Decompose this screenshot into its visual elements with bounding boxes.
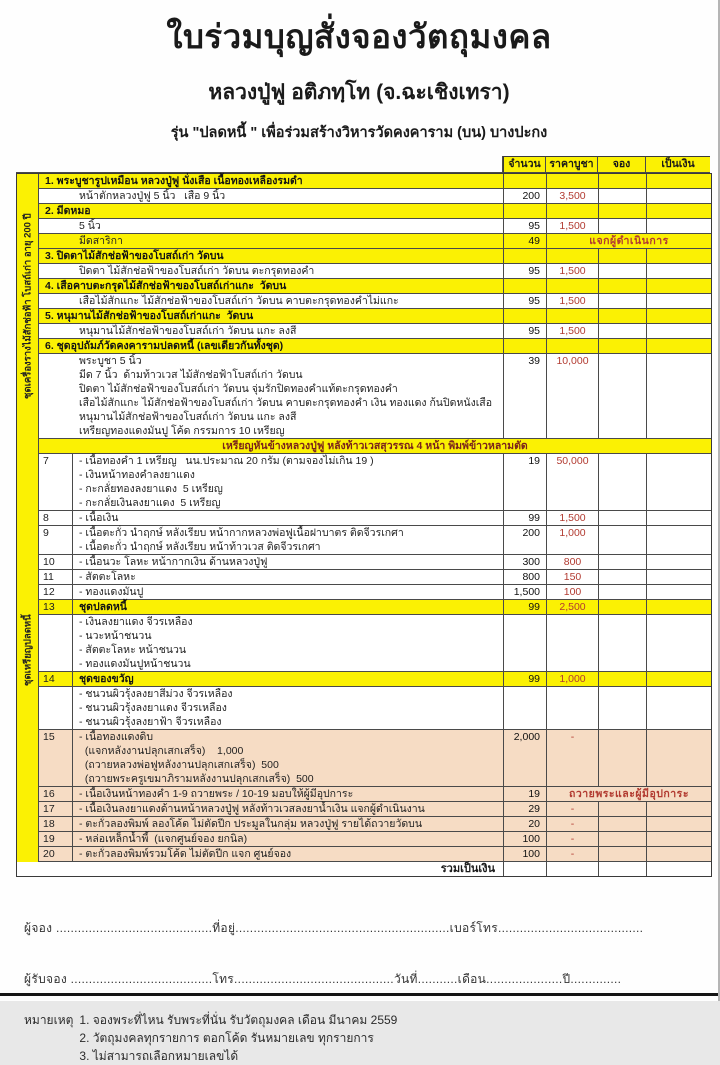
amount-cell	[647, 249, 711, 264]
quantity-cell	[504, 615, 547, 672]
quantity-cell	[504, 309, 547, 324]
note-item: 1. จองพระที่ไหน รับพระที่นั่น รับวัตถุมงคล เดือน มีนาคม 2559	[79, 1013, 398, 1027]
description-line: เหรียญทองแดงมันปู โค้ด กรรมการ 10 เหรียญ	[79, 425, 285, 437]
reserve-cell	[599, 204, 647, 219]
item-description	[73, 730, 504, 787]
description-line: 1. พระบูชารูปเหมือน หลวงปู่ฟู นั่งเสือ เนื้อทองเหลืองรมดำ	[45, 175, 303, 187]
description-line: - เนื้อตะกั่ว นำฤกษ์ หลังเรียบ หน้ากากหลวงพ่อฟูเนื้อฝาบาตร ติดจีวรเกศา	[79, 527, 404, 539]
table-row	[17, 511, 711, 526]
quantity-cell: 100	[504, 832, 547, 847]
reserve-cell	[599, 454, 647, 511]
quantity-cell	[504, 174, 547, 189]
item-number: 14	[39, 672, 73, 687]
quantity-cell: 19	[504, 454, 547, 511]
description-line: - เนื้อทองแดงดิบ	[79, 731, 154, 743]
quantity-cell: 95	[504, 294, 547, 309]
amount-cell	[647, 324, 711, 339]
quantity-cell: 200	[504, 526, 547, 555]
quantity-cell	[504, 862, 547, 876]
item-description	[39, 294, 504, 309]
monk-name-subtitle: หลวงปู่ฟู อติภทฺโท (จ.ฉะเชิงเทรา)	[208, 81, 510, 104]
strip-cell	[17, 570, 39, 585]
order-table-body	[16, 173, 712, 877]
table-row	[17, 249, 711, 264]
reserve-cell	[599, 862, 647, 876]
amount-cell	[647, 600, 711, 615]
price-cell	[547, 687, 599, 730]
item-description	[39, 234, 504, 249]
table-row	[17, 354, 711, 439]
item-description	[39, 279, 504, 294]
section-banner: เหรียญหันข้างหลวงปู่ฟู หลังท้าวเวสสุวรรณ 4 หน้า พิมพ์ข้าวหลามตัด	[39, 439, 711, 454]
table-row	[17, 802, 711, 817]
header-price: ราคาบูชา	[546, 156, 598, 173]
item-description	[39, 264, 504, 279]
table-row	[17, 787, 711, 802]
table-row	[17, 832, 711, 847]
item-description	[73, 847, 504, 862]
price-cell	[547, 204, 599, 219]
item-description	[39, 309, 504, 324]
price-cell: 1,500	[547, 219, 599, 234]
item-description	[39, 204, 504, 219]
description-line: - เนื้อตะกั่ว นำฤกษ์ หลังเรียบ หน้าท้าวเวส ติดจีวรเกศา	[79, 541, 321, 553]
reserve-cell	[599, 324, 647, 339]
amount-cell	[647, 511, 711, 526]
amount-cell	[647, 832, 711, 847]
description-line: 5. หนุมานไม้สักช่อฟ้าของโบสถ์เก่าแกะ วัดบน	[45, 310, 254, 322]
amount-cell	[647, 264, 711, 279]
amount-cell	[647, 585, 711, 600]
item-number: 13	[39, 600, 73, 615]
header-reserve: จอง	[598, 156, 646, 173]
description-line: - เนื้อเงิน	[79, 512, 119, 524]
description-line: มีดสาริกา	[79, 235, 123, 247]
strip-cell	[17, 615, 39, 672]
amount-cell	[647, 570, 711, 585]
strip-cell	[17, 555, 39, 570]
amount-cell	[647, 555, 711, 570]
edition-line: รุ่น "ปลดหนี้ " เพื่อร่วมสร้างวิหารวัดคงคาราม (บน) บางปะกง	[170, 125, 548, 141]
strip-b-label: ชุดเหรียญปลดหนี้	[22, 614, 34, 687]
item-description	[39, 324, 504, 339]
price-cell: 100	[547, 585, 599, 600]
receiver-signature-line: ผู้รับจอง .......................................โทร............................................วันที่...........เดือน.....................ปี..............	[24, 972, 622, 986]
description-line: เสือไม้สักแกะ ไม้สักช่อฟ้าของโบสถ์เก่า วัดบน คาบตะกรุดทองคำไม่แกะ	[79, 295, 399, 307]
strip-cell	[17, 454, 39, 511]
price-cell: 800	[547, 555, 599, 570]
strip-cell	[17, 730, 39, 787]
price-cell	[547, 862, 599, 876]
strip-cell	[17, 189, 39, 204]
item-number: 19	[39, 832, 73, 847]
quantity-cell	[504, 249, 547, 264]
strip-cell	[17, 687, 39, 730]
quantity-cell: 2,000	[504, 730, 547, 787]
item-description	[73, 570, 504, 585]
description-line: ชุดปลดหนี้	[79, 601, 127, 613]
strip-cell	[17, 294, 39, 309]
reserve-cell	[599, 687, 647, 730]
description-line: - ตะกั่วลองพิมพ์ ลองโค้ด ไม่ตัดปีก ประมูลในกลุ่ม หลวงปู่ฟู รายได้ถวายวัดบน	[79, 818, 422, 830]
reserve-cell	[599, 847, 647, 862]
item-number: 15	[39, 730, 73, 787]
strip-cell	[17, 439, 39, 454]
price-cell: -	[547, 832, 599, 847]
item-description	[39, 354, 504, 439]
description-line: - เงินหน้าทองคำลงยาแดง	[79, 469, 195, 481]
quantity-cell: 95	[504, 264, 547, 279]
quantity-cell: 100	[504, 847, 547, 862]
description-line: - กะกลั่ยทองลงยาแดง 5 เหรียญ	[79, 483, 223, 495]
description-line: 5 นิ้ว	[79, 220, 101, 232]
strip-cell	[17, 279, 39, 294]
amount-cell	[647, 817, 711, 832]
item-description	[39, 219, 504, 234]
table-row	[17, 555, 711, 570]
quantity-cell: 29	[504, 802, 547, 817]
price-cell	[547, 279, 599, 294]
total-label: รวมเป็นเงิน	[17, 862, 504, 876]
item-description	[73, 687, 504, 730]
description-line: - เนื้อทองคำ 1 เหรียญ นน.ประมาณ 20 กรัม (ตามจองไม่เกิน 19 )	[79, 455, 374, 467]
item-number: 12	[39, 585, 73, 600]
item-description	[39, 339, 504, 354]
amount-cell	[647, 802, 711, 817]
item-description	[73, 454, 504, 511]
table-row	[17, 279, 711, 294]
table-row	[17, 570, 711, 585]
description-line: - ตะกั่วลองพิมพ์รวมโค้ด ไม่ตัดปีก แจก ศูนย์จอง	[79, 848, 292, 860]
table-row	[17, 204, 711, 219]
item-description	[73, 585, 504, 600]
table-row	[17, 615, 711, 672]
table-row	[17, 339, 711, 354]
table-row	[17, 600, 711, 615]
price-cell: 3,500	[547, 189, 599, 204]
table-row	[17, 174, 711, 189]
price-cell	[547, 615, 599, 672]
reserve-cell	[599, 354, 647, 439]
table-row	[17, 730, 711, 787]
notes-list	[79, 1011, 397, 1065]
price-cell: 1,500	[547, 511, 599, 526]
table-header-row	[16, 156, 712, 173]
strip-cell	[17, 832, 39, 847]
item-description	[73, 787, 504, 802]
item-number: 16	[39, 787, 73, 802]
description-line: หน้าตักหลวงปู่ฟู 5 นิ้ว เสือ 9 นิ้ว	[79, 190, 226, 202]
item-description	[73, 615, 504, 672]
quantity-cell: 95	[504, 324, 547, 339]
strip-a-label: ชุดเครื่องรางไม้สักช่อฟ้า โบสถ์เก่า อายุ 200 ปี	[22, 213, 34, 400]
quantity-cell: 99	[504, 672, 547, 687]
strip-cell	[17, 249, 39, 264]
item-description	[39, 249, 504, 264]
order-table	[16, 156, 712, 877]
strip-cell	[17, 511, 39, 526]
strip-cell	[17, 324, 39, 339]
description-line: หนุมานไม้สักช่อฟ้าของโบสถ์เก่า วัดบน แกะ ลงสี	[79, 325, 297, 337]
table-row	[17, 309, 711, 324]
quantity-cell: 49	[504, 234, 547, 249]
amount-cell	[647, 454, 711, 511]
reserve-cell	[599, 526, 647, 555]
price-cell	[547, 174, 599, 189]
strip-cell	[17, 585, 39, 600]
strip-cell	[17, 219, 39, 234]
price-cell: 10,000	[547, 354, 599, 439]
price-cell: 50,000	[547, 454, 599, 511]
quantity-cell: 99	[504, 600, 547, 615]
description-line: - ทองแดงมันปูหน้าชนวน	[79, 658, 191, 670]
item-number: 8	[39, 511, 73, 526]
reserve-cell	[599, 672, 647, 687]
price-cell: 150	[547, 570, 599, 585]
item-description	[73, 555, 504, 570]
table-row	[17, 294, 711, 309]
reserve-cell	[599, 309, 647, 324]
reserve-cell	[599, 585, 647, 600]
table-row	[17, 847, 711, 862]
strip-cell	[17, 339, 39, 354]
strip-cell	[17, 847, 39, 862]
price-cell: -	[547, 817, 599, 832]
quantity-cell: 1,500	[504, 585, 547, 600]
amount-cell	[647, 354, 711, 439]
table-row	[17, 219, 711, 234]
reserve-cell	[599, 555, 647, 570]
strip-cell	[17, 204, 39, 219]
table-row	[17, 454, 711, 511]
description-line: (ถวายหลวงพ่อฟูหลังงานปลุกเสกเสร็จ) 500	[79, 759, 279, 771]
strip-cell	[17, 309, 39, 324]
quantity-cell: 20	[504, 817, 547, 832]
amount-cell	[647, 339, 711, 354]
quantity-cell: 19	[504, 787, 547, 802]
table-row	[17, 234, 711, 249]
item-description	[73, 817, 504, 832]
strip-cell	[17, 672, 39, 687]
note-item: 3. ไม่สามารถเลือกหมายเลขได้	[79, 1049, 239, 1063]
strip-cell	[17, 787, 39, 802]
amount-cell	[647, 294, 711, 309]
price-cell: -	[547, 802, 599, 817]
amount-cell	[647, 730, 711, 787]
amount-cell	[647, 309, 711, 324]
notes-label: หมายเหตุ	[24, 1013, 74, 1027]
item-description	[73, 511, 504, 526]
price-cell	[547, 309, 599, 324]
description-line: - ทองแดงมันปู	[79, 586, 144, 598]
quantity-cell	[504, 279, 547, 294]
strip-cell	[17, 234, 39, 249]
description-line: พระบูชา 5 นิ้ว	[79, 355, 142, 367]
description-line: - เนื้อเงินลงยาแดงด้านหน้าหลวงปู่ฟู หลังท้าวเวสลงยาน้ำเงิน แจกผู้ดำเนินงาน	[79, 803, 425, 815]
description-line: - สัตตะโลหะ	[79, 571, 136, 583]
item-number: 18	[39, 817, 73, 832]
price-cell: 1,500	[547, 264, 599, 279]
notes-block	[24, 1011, 718, 1065]
strip-cell	[17, 802, 39, 817]
reserve-cell	[599, 219, 647, 234]
item-description	[39, 174, 504, 189]
table-row	[17, 189, 711, 204]
reserve-cell	[599, 249, 647, 264]
quantity-cell: 300	[504, 555, 547, 570]
section-banner-row	[17, 439, 711, 454]
amount-cell	[647, 189, 711, 204]
description-line: - เนื้อเงินหน้าทองคำ 1-9 ถวายพระ / 10-19 มอบให้ผู้มีอุปการะ	[79, 788, 354, 800]
reserve-cell	[599, 339, 647, 354]
quantity-cell	[504, 687, 547, 730]
description-line: - นวะหน้าชนวน	[79, 630, 152, 642]
reserve-cell	[599, 264, 647, 279]
reserve-cell	[599, 817, 647, 832]
amount-cell	[647, 687, 711, 730]
description-line: 3. ปิดตาไม้สักช่อฟ้าของโบสถ์เก่า วัดบน	[45, 250, 224, 262]
item-number	[39, 615, 73, 672]
strip-cell	[17, 264, 39, 279]
strip-cell	[17, 354, 39, 439]
reserve-cell	[599, 189, 647, 204]
orderer-signature-line: ผู้จอง ...........................................ที่อยู่...........................................................เบอร์โทร........................................	[24, 921, 644, 935]
amount-cell	[647, 279, 711, 294]
table-row	[17, 585, 711, 600]
price-note-cell: แจกผู้ดำเนินการ	[547, 234, 711, 249]
item-number: 17	[39, 802, 73, 817]
reserve-cell	[599, 279, 647, 294]
item-description	[39, 189, 504, 204]
reserve-cell	[599, 294, 647, 309]
header-spacer	[16, 156, 503, 173]
quantity-cell: 99	[504, 511, 547, 526]
description-line: ปิดตา ไม้สักช่อฟ้าของโบสถ์เก่า วัดบน จุ่มรักปิดทองคำแท้ตะกรุดทองคำ	[79, 383, 398, 395]
amount-cell	[647, 862, 711, 876]
quantity-cell: 95	[504, 219, 547, 234]
price-cell: -	[547, 847, 599, 862]
item-number	[39, 687, 73, 730]
item-number: 20	[39, 847, 73, 862]
strip-cell	[17, 174, 39, 189]
amount-cell	[647, 219, 711, 234]
price-cell: 1,500	[547, 294, 599, 309]
item-number: 7	[39, 454, 73, 511]
description-line: - ชนวนผิวรุ้งลงยาสีม่วง จีวรเหลือง	[79, 688, 233, 700]
description-line: 6. ชุดอุปถัมภ์วัดคงคารามปลดหนี้ (เลขเดียวกันทั้งชุด)	[45, 340, 284, 352]
description-line: (ถวายพระครูเขมาภิรามหลังงานปลุกเสกเสร็จ) 500	[79, 773, 314, 785]
description-line: เสือไม้สักแกะ ไม้สักช่อฟ้าของโบสถ์เก่า วัดบน คาบตะกรุดทองคำ เงิน ทองแดง ก้นปิดหนังเสือ	[79, 397, 492, 409]
strip-cell	[17, 526, 39, 555]
header-quantity: จำนวน	[503, 156, 546, 173]
reserve-cell	[599, 511, 647, 526]
amount-cell	[647, 847, 711, 862]
quantity-cell: 800	[504, 570, 547, 585]
reserve-cell	[599, 832, 647, 847]
description-line: หนุมานไม้สักช่อฟ้าของโบสถ์เก่า วัดบน แกะ ลงสี	[79, 411, 297, 423]
amount-cell	[647, 672, 711, 687]
page-title: ใบร่วมบุญสั่งจองวัตถุมงคล	[166, 18, 552, 55]
amount-cell	[647, 615, 711, 672]
item-number: 11	[39, 570, 73, 585]
description-line: - เงินลงยาแดง จีวรเหลือง	[79, 616, 193, 628]
item-description	[73, 802, 504, 817]
amount-cell	[647, 174, 711, 189]
reserve-cell	[599, 174, 647, 189]
page-bottom-rule	[0, 993, 718, 996]
price-note-cell: ถวายพระและผู้มีอุปการะ	[547, 787, 711, 802]
description-line: (แจกหลังงานปลุกเสกเสร็จ) 1,000	[79, 745, 244, 757]
table-row	[17, 817, 711, 832]
item-description	[73, 672, 504, 687]
table-row	[17, 687, 711, 730]
item-description	[73, 526, 504, 555]
description-line: - กะกลั่ยเงินลงยาแดง 5 เหรียญ	[79, 497, 221, 509]
amount-cell	[647, 204, 711, 219]
quantity-cell: 39	[504, 354, 547, 439]
item-description	[73, 600, 504, 615]
table-row	[17, 672, 711, 687]
description-line: - ชนวนผิวรุ้งลงยาแดง จีวรเหลือง	[79, 702, 227, 714]
description-line: ปิดตา ไม้สักช่อฟ้าของโบสถ์เก่า วัดบน ตะกรุดทองคำ	[79, 265, 315, 277]
description-line: มีด 7 นิ้ว ด้ามท้าวเวส ไม้สักช่อฟ้าโบสถ์เก่า วัดบน	[79, 369, 303, 381]
item-description	[73, 832, 504, 847]
strip-cell	[17, 817, 39, 832]
description-line: 2. มีดหมอ	[45, 205, 91, 217]
table-row	[17, 526, 711, 555]
price-cell: 1,000	[547, 526, 599, 555]
reserve-cell	[599, 615, 647, 672]
table-row	[17, 264, 711, 279]
quantity-cell	[504, 339, 547, 354]
description-line: - สัตตะโลหะ หน้าชนวน	[79, 644, 187, 656]
price-cell: 2,500	[547, 600, 599, 615]
reserve-cell	[599, 600, 647, 615]
description-line: 4. เสือคาบตะกรุดไม้สักช่อฟ้าของโบสถ์เก่าแกะ วัดบน	[45, 280, 287, 292]
item-number: 10	[39, 555, 73, 570]
description-line: ชุดของขวัญ	[79, 673, 134, 685]
reserve-cell	[599, 802, 647, 817]
price-cell: 1,000	[547, 672, 599, 687]
note-item: 2. วัตถุมงคลทุกรายการ ตอกโค้ด รันหมายเลข ทุกรายการ	[79, 1031, 374, 1045]
description-line: - ชนวนผิวรุ้งลงยาฟ้า จีวรเหลือง	[79, 716, 222, 728]
description-line: - เนื้อนวะ โลหะ หน้ากากเงิน ด้านหลวงปู่ฟู	[79, 556, 268, 568]
quantity-cell: 200	[504, 189, 547, 204]
reserve-cell	[599, 730, 647, 787]
table-row	[17, 324, 711, 339]
reserve-cell	[599, 570, 647, 585]
price-cell	[547, 339, 599, 354]
strip-cell	[17, 600, 39, 615]
price-cell: 1,500	[547, 324, 599, 339]
header-amount: เป็นเงิน	[646, 156, 710, 173]
price-cell	[547, 249, 599, 264]
total-row	[17, 862, 711, 876]
quantity-cell	[504, 204, 547, 219]
price-cell: -	[547, 730, 599, 787]
item-number: 9	[39, 526, 73, 555]
description-line: - หล่อเหล็กน้ำพี้ (แจกศูนย์จอง ยกนิล)	[79, 833, 248, 845]
amount-cell	[647, 526, 711, 555]
